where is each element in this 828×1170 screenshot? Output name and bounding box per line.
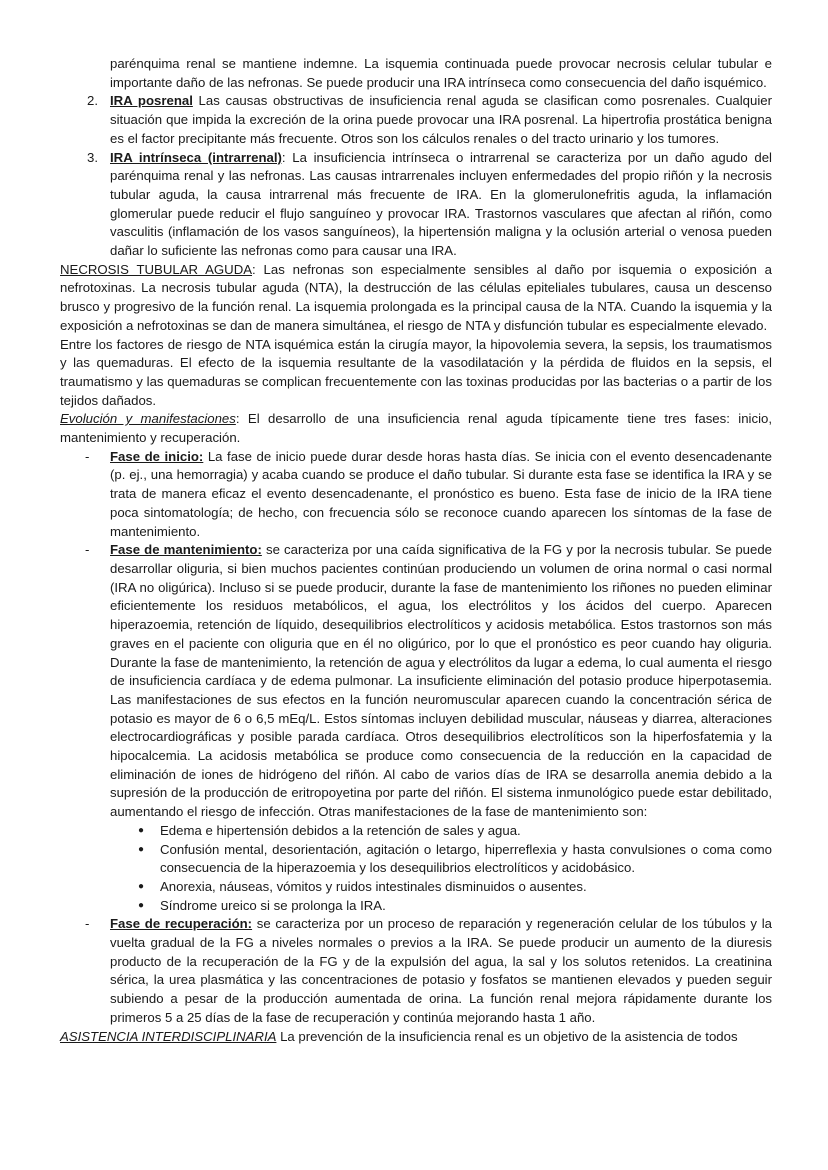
- ntа-text: : Las nefronas son especialmente sensibles al daño por isquemia o exposición a nefrotoxinas. La necrosis tubular aguda (NTA), la destrucción de las células epiteliales tubulares, causa un descenso brusco y progresivo de la función renal. La isquemia prolongada es la principal causa de la NTA. Cuando la isquemia y la exposición a nefrotoxinas se dan de manera simultánea, el riesgo de NTA y disfunción tubular es especialmente elevado.: [60, 261, 772, 333]
- term-ira-posrenal: IRA posrenal: [110, 93, 193, 109]
- term-ira-intrinseca: IRA intrínseca (intrarrenal): [110, 149, 282, 165]
- dash-marker: -: [85, 448, 90, 464]
- assistance-text: La prevención de la insuficiencia renal es un objetivo de la asistencia de todos: [276, 1028, 738, 1044]
- bullet-item: [60, 878, 772, 897]
- bullet-text: Anorexia, náuseas, vómitos y ruidos intestinales disminuidos o ausentes.: [160, 878, 587, 894]
- bullet-text: Confusión mental, desorientación, agitación o letargo, hiperreflexia y hasta convulsiones o coma como consecuencia de la hiperazoemia y los desequilibrios electrolíticos y acidobásico.: [160, 841, 772, 876]
- ntа-heading: NECROSIS TUBULAR AGUDA: [60, 261, 253, 277]
- evolution-paragraph: [60, 410, 772, 447]
- bullet-marker: ●: [138, 843, 145, 855]
- bullet-marker: ●: [138, 880, 145, 892]
- bullet-marker: ●: [138, 824, 145, 836]
- list-item-ira-intrinseca: [60, 149, 772, 261]
- intro-continuation: parénquima renal se mantiene indemne. La isquemia continuada puede provocar necrosis celular tubular e importante daño de las nefronas. Se puede producir una IRA intrínseca como consecuencia del daño isquémico.: [110, 56, 772, 90]
- bullet-item: [60, 841, 772, 878]
- list-item-ira-posrenal: [60, 92, 772, 148]
- bullet-item: [60, 822, 772, 841]
- list-number: 3.: [87, 149, 98, 165]
- phase-text: se caracteriza por una caída significativa de la FG y por la necrosis tubular. Se puede desarrollar oliguria, si bien muchos pacientes continúan produciendo un volumen de orina normal o casi normal (IRA no oligúrica). Incluso si se puede producir, durante la fase de mantenimiento los riñones no pueden eliminar eficientemente los residuos metabólicos, el agua, los electrólitos y los ácidos del cuerpo. Aparecen hiperazoemia, retención de líquido, desequilibrios electrolíticos y acidosis metabólica. Estos trastornos son más graves en el paciente con oliguria que en él no oligúrico, por lo que el pronóstico es peor cuando hay oliguria. Durante la fase de mantenimiento, la retención de agua y electrólitos da lugar a edema, lo cual aumenta el riesgo de insuficiencia cardíaca y de edema pulmonar. La insuficiente eliminación del potasio produce hiperpotasemia. Las manifestaciones de sus efectos en la función neuromuscular aparecen cuando la concentración sérica de potasio es mayor de 6 o 6,5 mEq/L. Estos síntomas incluyen debilidad muscular, náuseas y diarrea, alteraciones electrocardiográficas y posible parada cardíaca. Otros desequilibrios electrolíticos son la hiperfosfatemia y la hipocalcemia. La acidosis metabólica se produce como consecuencia de la reducción en la capacidad de eliminación de iones de hidrógeno del riñón. Al cabo de varios días de IRA se desarrolla anemia debido a la supresión de la producción de eritropoyetina por parte del riñón. El sistema inmunológico puede estar debilitado, aumentando el riesgo de infección. Otras manifestaciones de la fase de mantenimiento son:: [110, 542, 772, 820]
- dash-marker: -: [85, 542, 90, 558]
- dash-marker: -: [85, 916, 90, 932]
- term-fase-mantenimiento: Fase de mantenimiento:: [110, 542, 262, 558]
- evolution-title: Evolución y manifestaciones: [60, 411, 236, 427]
- list-item-text: Las causas obstructivas de insuficiencia renal aguda se clasifican como posrenales. Cualquier situación que impida la excreción de la orina puede provocar una IRA posrenal. La hipertrofia prostática benigna es el factor precipitante más frecuente. Otros son los cálculos renales o del tracto urinario y los tumores.: [110, 93, 772, 146]
- assistance-paragraph: [60, 1028, 772, 1047]
- risk-paragraph: Entre los factores de riesgo de NTA isquémica están la cirugía mayor, la hipovolemia severa, la sepsis, los traumatismos y las quemaduras. El efecto de la isquemia resultante de la vasodilatación y la pérdida de fluidos en la sepsis, el traumatismo y las quemaduras se complican frecuentemente con las toxinas producidas por las bacterias o a partir de los tejidos dañados.: [60, 336, 772, 408]
- term-fase-inicio: Fase de inicio:: [110, 448, 204, 464]
- phase-text: se caracteriza por un proceso de reparación y regeneración celular de los túbulos y la vuelta gradual de la FG a niveles normales o previos a la IRA. Se puede producir un aumento de la diuresis producto de la recuperación de la FG y de la expulsión del agua, la sal y los solutos retenidos. La creatinina sérica, la urea plasmática y las concentraciones de potasio y fosfatos se mantienen elevados y pueden seguir subiendo a pesar de la producción aumentada de orina. La función renal mejora rápidamente durante los primeros 5 a 25 días de la fase de recuperación y continúa mejorando hasta 1 año.: [110, 916, 772, 1025]
- evolution-text: : El desarrollo de una insuficiencia renal aguda típicamente tiene tres fases: inicio, mantenimiento y recuperación.: [60, 411, 772, 446]
- ntа-paragraph: [60, 261, 772, 336]
- bullet-item: [60, 897, 772, 916]
- phase-item-inicio: [60, 448, 772, 542]
- list-item-text: : La insuficiencia intrínseca o intrarrenal se caracteriza por un daño agudo del parénquima renal y las nefronas. Las causas intrarrenales incluyen enfermedades del propio riñón y la necrosis tubular aguda, la causa intrarrenal más frecuente de IRA. En la glomerulonefritis aguda, la inflamación glomerular puede reducir el flujo sanguíneo y provocar IRA. Trastornos vasculares que afectan al riñón, como vasculitis (inflamación de los vasos sanguíneos), la hipertensión maligna y la oclusión arterial o venosa pueden dañar lo suficiente las nefronas como para causar una IRA.: [110, 149, 772, 259]
- assistance-title: ASISTENCIA INTERDISCIPLINARIA: [60, 1028, 277, 1044]
- list-number: 2.: [87, 93, 98, 109]
- phase-text: La fase de inicio puede durar desde horas hasta días. Se inicia con el evento desencadenante (p. ej., una hemorragia) y acaba cuando se produce el daño tubular. Si durante esta fase se identifica la IRA y se trata de manera eficaz el evento desencadenante, el pronóstico es bueno. Esta fase de inicio de la IRA tiene poca sintomatología; de hecho, con frecuencia sólo se reconoce cuando aparecen los síntomas de la fase de mantenimiento.: [110, 448, 773, 539]
- term-fase-recuperacion: Fase de recuperación:: [110, 916, 253, 932]
- phase-item-recuperacion: [60, 915, 772, 1027]
- bullet-text: Edema e hipertensión debidos a la retención de sales y agua.: [160, 822, 521, 838]
- bullet-text: Síndrome ureico si se prolonga la IRA.: [160, 897, 386, 913]
- phase-item-mantenimiento: [60, 541, 772, 822]
- bullet-marker: ●: [138, 899, 145, 911]
